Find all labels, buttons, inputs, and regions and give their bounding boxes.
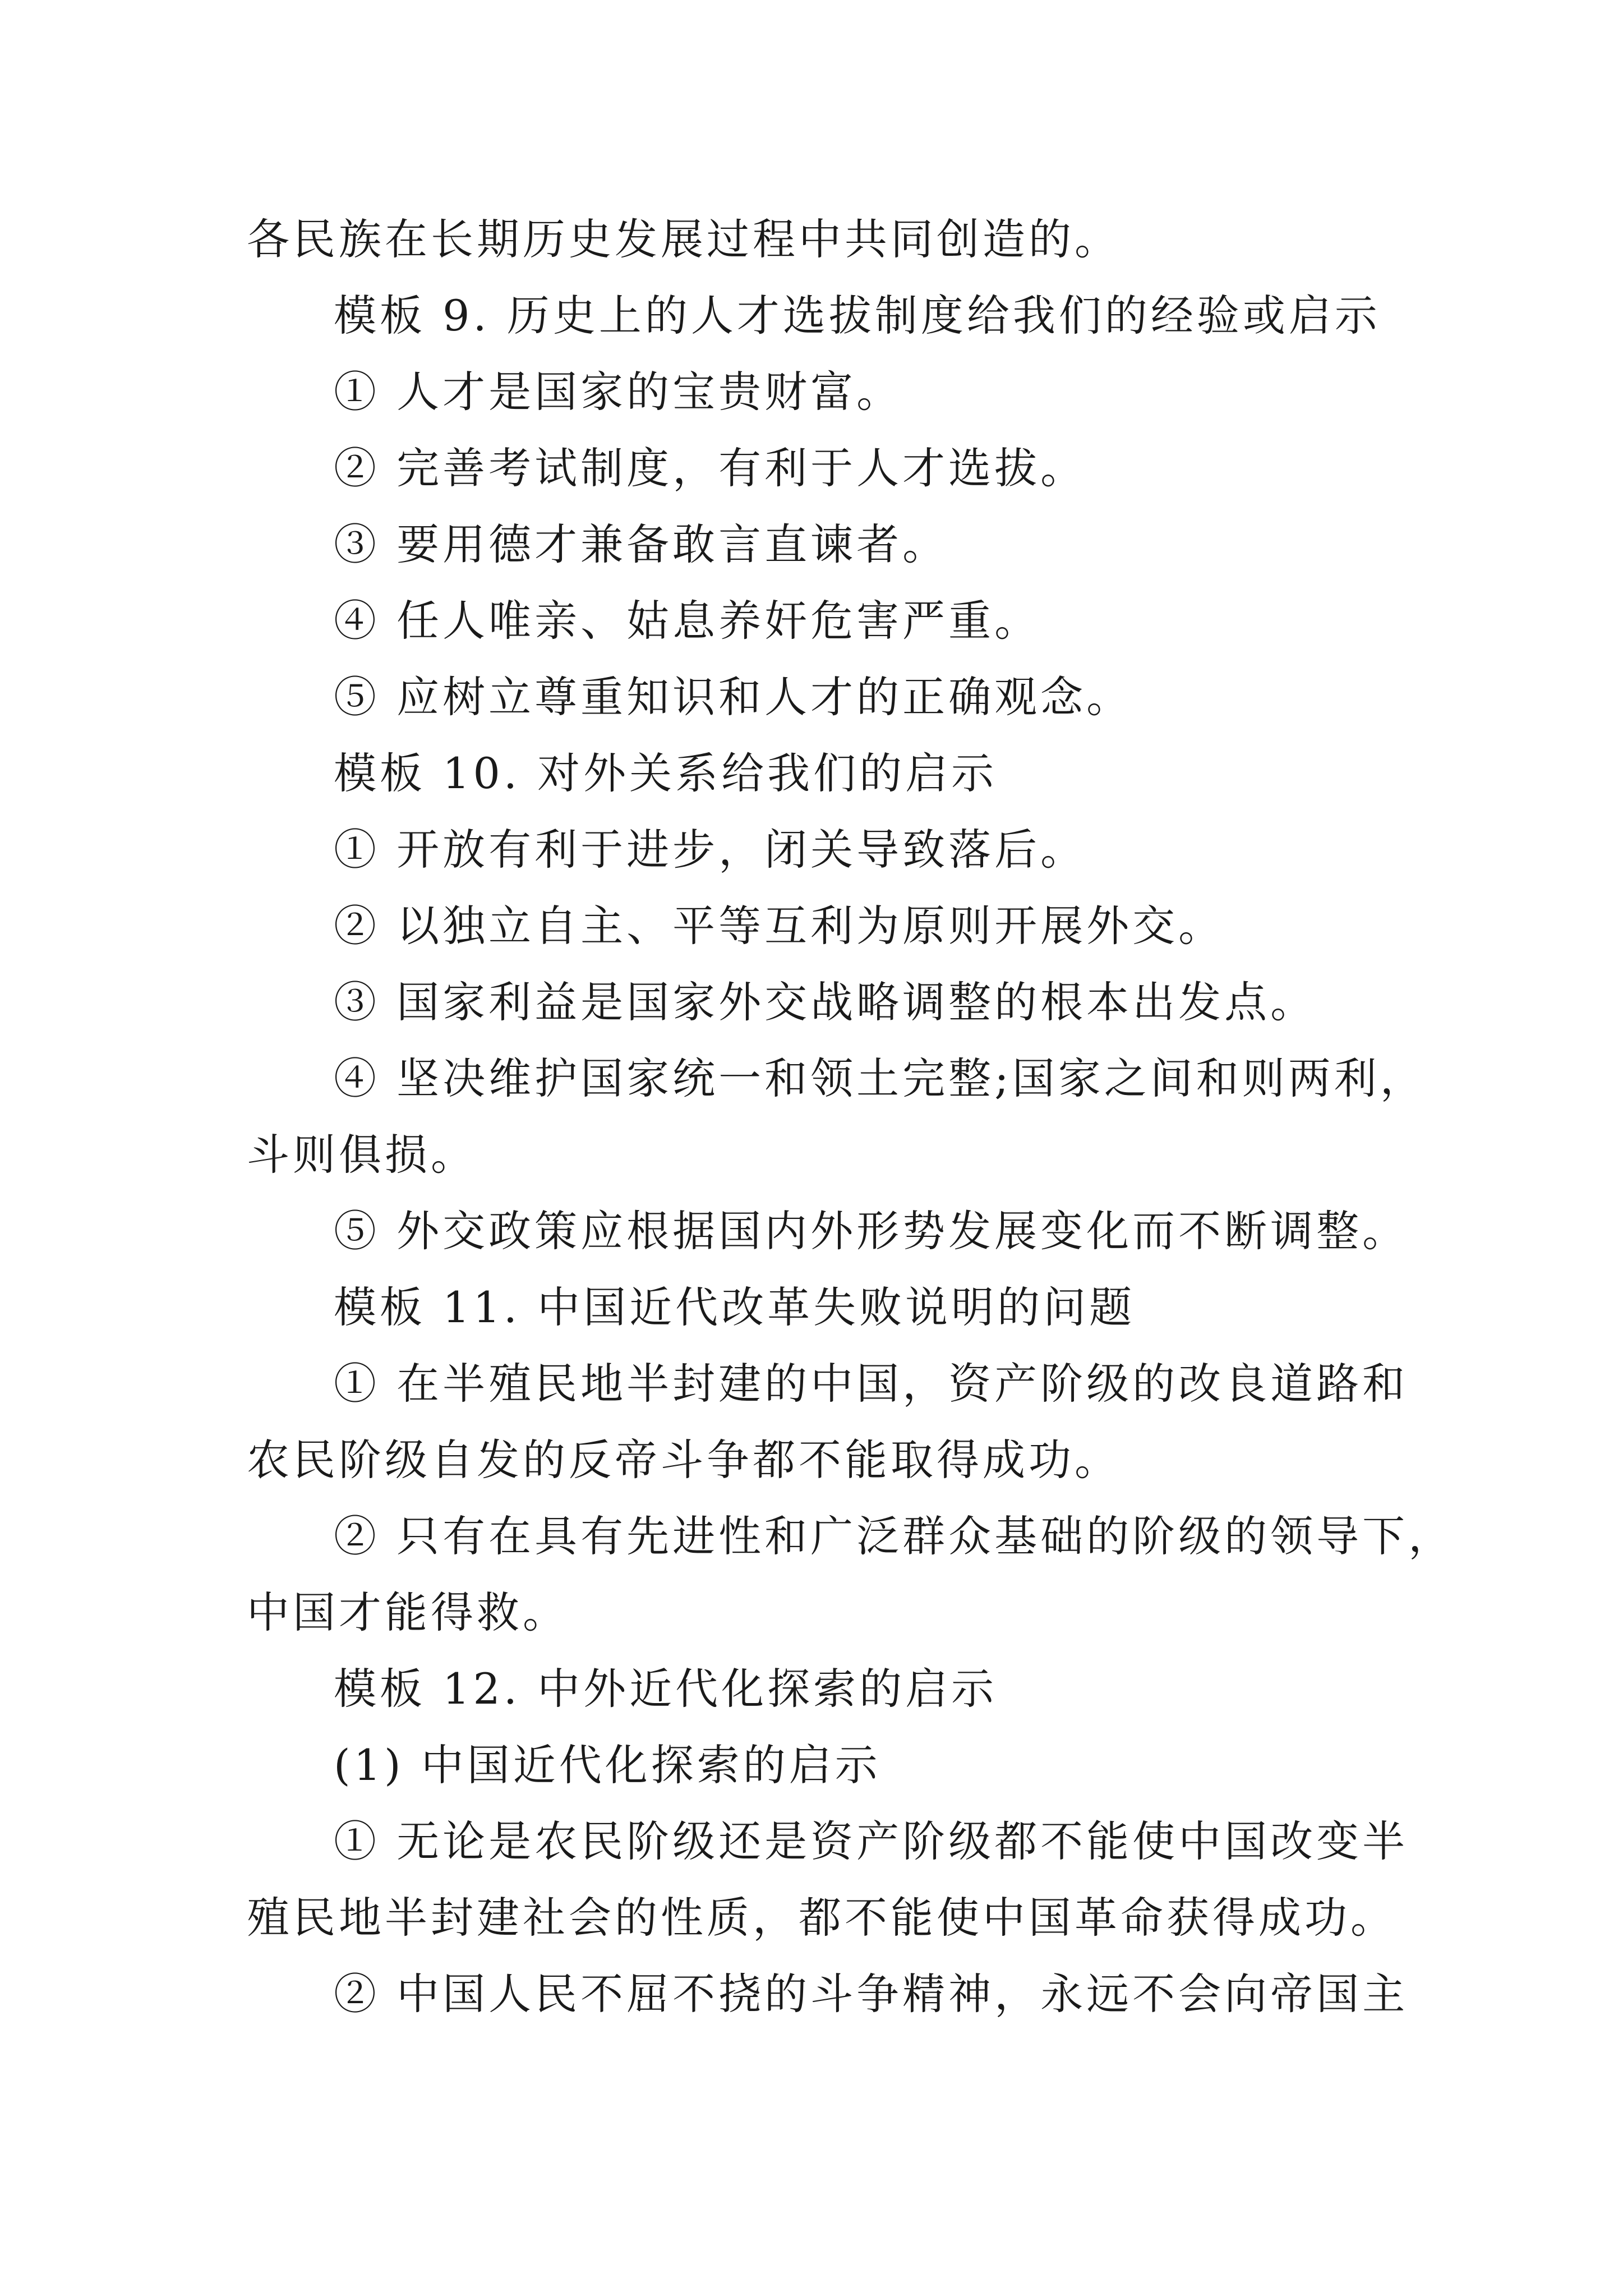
list-item: ⑤ 应树立尊重知识和人才的正确观念。 xyxy=(334,672,1133,722)
list-item: ③ 要用德才兼备敢言直谏者。 xyxy=(334,519,949,569)
list-item: ① 开放有利于进步，闭关导致落后。 xyxy=(334,825,1087,875)
list-item-continuation: 农民阶级自发的反帝斗争都不能取得成功。 xyxy=(247,1435,1121,1485)
list-item: ② 完善考试制度，有利于人才选拔。 xyxy=(334,443,1087,493)
template-12-heading: 模板 12. 中外近代化探索的启示 xyxy=(334,1664,998,1714)
paragraph-continuation: 各民族在长期历史发展过程中共同创造的。 xyxy=(247,214,1121,264)
template-9-heading: 模板 9. 历史上的人才选拔制度给我们的经验或启示 xyxy=(334,291,1381,341)
list-item: ④ 坚决维护国家统一和领土完整;国家之间和则两利， xyxy=(334,1053,1426,1103)
list-item: ③ 国家利益是国家外交战略调整的根本出发点。 xyxy=(334,977,1317,1027)
list-item-continuation: 殖民地半封建社会的性质，都不能使中国革命获得成功。 xyxy=(247,1893,1396,1943)
list-item: ② 只有在具有先进性和广泛群众基础的阶级的领导下， xyxy=(334,1511,1455,1561)
template-11-heading: 模板 11. 中国近代改革失败说明的问题 xyxy=(334,1282,1136,1332)
list-item: ① 无论是农民阶级还是资产阶级都不能使中国改变半 xyxy=(334,1816,1409,1866)
list-item-continuation: 中国才能得救。 xyxy=(247,1588,569,1637)
list-item: ② 中国人民不屈不挠的斗争精神，永远不会向帝国主 xyxy=(334,1969,1409,2019)
list-item: ⑤ 外交政策应根据国内外形势发展变化而不断调整。 xyxy=(334,1206,1409,1256)
subheading: (1) 中国近代化探索的启示 xyxy=(334,1740,881,1790)
list-item: ① 在半殖民地半封建的中国，资产阶级的改良道路和 xyxy=(334,1359,1409,1409)
list-item: ① 人才是国家的宝贵财富。 xyxy=(334,367,903,417)
template-10-heading: 模板 10. 对外关系给我们的启示 xyxy=(334,748,998,798)
list-item-continuation: 斗则俱损。 xyxy=(247,1130,477,1180)
list-item: ④ 任人唯亲、姑息养奸危害严重。 xyxy=(334,596,1041,646)
list-item: ② 以独立自主、平等互利为原则开展外交。 xyxy=(334,901,1225,951)
